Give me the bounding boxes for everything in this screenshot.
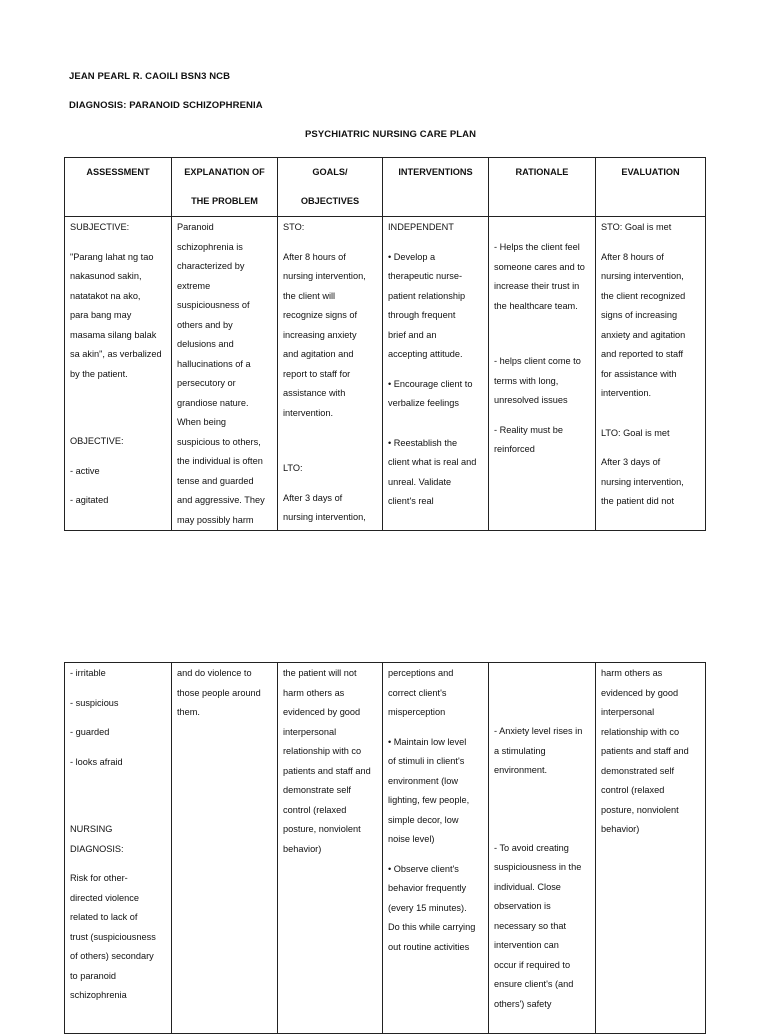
evaluation-cell — [596, 217, 706, 531]
cue-irritable: - irritable — [70, 668, 106, 678]
lto-evaluation-text: After 3 days of nursing intervention, the patient did not — [601, 457, 684, 506]
column-header-rationale: RATIONALE — [489, 158, 596, 217]
lto-text: After 3 days of nursing intervention, — [283, 492, 366, 522]
rationale-cell — [489, 217, 596, 531]
interventions-cell — [383, 217, 489, 531]
intervention-item: perceptions and correct client's misperception — [388, 668, 454, 717]
evaluation-cell — [596, 663, 706, 1034]
student-name-line: JEAN PEARL R. CAOILI BSN3 NCB — [69, 71, 231, 82]
column-header-explanation: EXPLANATION OF THE PROBLEM — [172, 158, 278, 217]
intervention-item: • Maintain low level of stimuli in client's environment (low lighting, few people, simple decor, low noise level) — [388, 736, 470, 844]
intervention-item: • Reestablish the client what is real and unreal. Validate client's real — [388, 437, 477, 506]
table-row — [65, 217, 706, 531]
lto-label: LTO: — [283, 463, 303, 473]
intervention-item: • Encourage client to verbalize feelings — [388, 378, 473, 408]
cue-looks-afraid: - looks afraid — [70, 756, 123, 767]
objective-label: OBJECTIVE: — [70, 436, 124, 446]
column-header-goals: GOALS/ OBJECTIVES — [278, 158, 383, 217]
rationale-item: - helps client come to terms with long, unresolved issues — [494, 356, 581, 405]
cue-guarded: - guarded — [70, 727, 110, 737]
intervention-item: • Develop a therapeutic nurse- patient relationship through frequent brief and an accepting attitude. — [388, 251, 466, 359]
care-plan-table-page-2 — [64, 662, 706, 1034]
rationale-item: - Reality must be reinforced — [494, 424, 563, 454]
explanation-text: Paranoid schizophrenia is characterized by extreme suspiciousness of others and by delusions and hallucinations of a persecutory or grandiose nature. When being suspicious to others, the individual is often tense and guarded and aggressive. They may possibly harm — [177, 222, 265, 525]
sto-label: STO: — [283, 222, 305, 232]
rationale-cell — [489, 663, 596, 1034]
table-header-row — [65, 158, 706, 217]
column-header-assessment: ASSESSMENT — [65, 158, 172, 217]
assessment-cell — [65, 217, 172, 531]
sto-goal-met: STO: Goal is met — [601, 222, 672, 232]
cue-agitated: - agitated — [70, 495, 109, 505]
goals-cell — [278, 217, 383, 531]
independent-label: INDEPENDENT — [388, 222, 454, 232]
intervention-item: • Observe client's behavior frequently (every 15 minutes). Do this while carrying out routine activities — [388, 863, 476, 952]
care-plan-table-page-1 — [64, 157, 706, 531]
document-title: PSYCHIATRIC NURSING CARE PLAN — [305, 129, 477, 140]
column-header-evaluation: EVALUATION — [596, 158, 706, 217]
lto-evaluation-text-continued: harm others as evidenced by good interpersonal relationship with co patients and staff and demonstrated self control (relaxed posture, nonviolent behavior) — [601, 668, 689, 834]
interventions-cell — [383, 663, 489, 1034]
explanation-text: and do violence to those people around them. — [177, 668, 261, 717]
lto-text-continued: the patient will not harm others as evidenced by good interpersonal relationship with co patients and staff and demonstrate self control (relaxed posture, nonviolent behavior) — [283, 668, 371, 854]
nursing-diagnosis-text: Risk for other- directed violence related to lack of trust (suspiciousness of others) secondary to paranoid schizophrenia — [70, 873, 156, 1000]
subjective-label: SUBJECTIVE: — [70, 222, 130, 232]
sto-text: After 8 hours of nursing intervention, the client will recognize signs of increasing anxiety and agitation and report to staff for assistance with intervention. — [283, 251, 366, 418]
rationale-item: - Anxiety level rises in a stimulating environment. — [494, 726, 583, 775]
sto-evaluation-text: After 8 hours of nursing intervention, the client recognized signs of increasing anxiety and agitation and reported to staff for assistance with intervention. — [601, 251, 686, 398]
cue-suspicious: - suspicious — [70, 697, 119, 708]
table-row — [65, 663, 706, 1034]
explanation-cell — [172, 663, 278, 1034]
explanation-cell — [172, 217, 278, 531]
lto-goal-met: LTO: Goal is met — [601, 427, 670, 438]
nursing-diagnosis-label: NURSING DIAGNOSIS: — [70, 824, 124, 854]
cue-active: - active — [70, 465, 100, 476]
rationale-item: - To avoid creating suspiciousness in the individual. Close observation is necessary so that intervention can occur if required to ensure client's (and others') safety — [494, 842, 582, 1009]
column-header-interventions: INTERVENTIONS — [383, 158, 489, 217]
rationale-item: - Helps the client feel someone cares and to increase their trust in the healthcare team. — [494, 242, 585, 311]
assessment-cell — [65, 663, 172, 1034]
diagnosis-line: DIAGNOSIS: PARANOID SCHIZOPHRENIA — [69, 100, 263, 111]
subjective-text: "Parang lahat ng tao nakasunod sakin, natatakot na ako, para bang may masama silang balak sa akin", as verbalized by the patient. — [70, 251, 162, 379]
goals-cell — [278, 663, 383, 1034]
